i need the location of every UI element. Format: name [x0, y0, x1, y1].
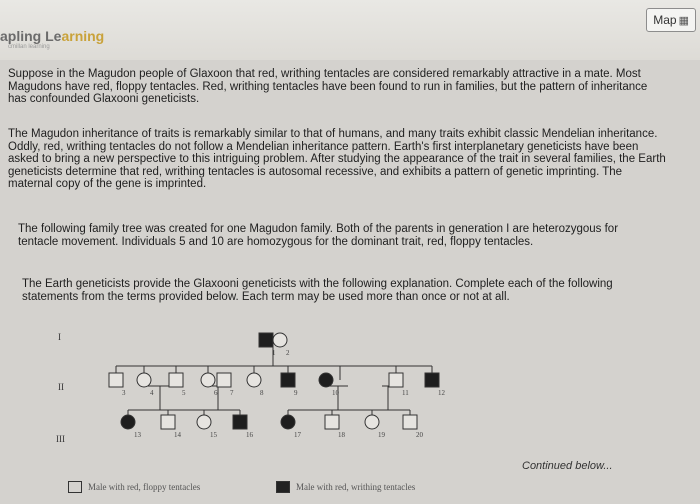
generation-label-1: I	[58, 332, 61, 342]
pedigree-individual-4	[137, 373, 151, 387]
pedigree-individual-3	[109, 373, 123, 387]
unaffected-male-symbol	[68, 481, 82, 493]
pedigree-label-7: 7	[230, 389, 234, 397]
pedigree-individual-14	[161, 415, 175, 429]
generation-label-2: II	[58, 382, 64, 392]
pedigree-individual-13	[121, 415, 135, 429]
inheritance-paragraph: The Magudon inheritance of traits is remarkably similar to that of humans, and many traits exhibit classic Mendelian inheritance. Oddly, red, writhing tentacles do not follow a Mendelian inheritance pattern. Earth's first interplanetary geneticists have been asked to bring a new perspective to this intriguing problem. After studying the appearance of the trait in several families, the Earth geneticists determine that red, writhing tentacles is autosomal recessive, and exhibits a pattern of genetic imprinting. The maternal copy of the gene is imprinted.	[8, 128, 666, 190]
map-label: Map	[653, 13, 677, 27]
pedigree-label-17: 17	[294, 431, 301, 439]
generation-label-3: III	[56, 434, 65, 444]
cube-icon: ▦	[678, 14, 689, 27]
pedigree-label-20: 20	[416, 431, 423, 439]
pedigree-individual-19	[365, 415, 379, 429]
pedigree-label-5: 5	[182, 389, 186, 397]
pedigree-individual-5	[169, 373, 183, 387]
pedigree-individual-17	[281, 415, 295, 429]
pedigree-individual-16	[233, 415, 247, 429]
pedigree-label-1: 1	[272, 349, 276, 357]
pedigree-label-15: 15	[210, 431, 217, 439]
pedigree-individual-18	[325, 415, 339, 429]
pedigree-label-19: 19	[378, 431, 385, 439]
pedigree-individual-8	[247, 373, 261, 387]
pedigree-chart	[40, 322, 460, 462]
brand-subtitle: cmillan learning	[8, 44, 50, 50]
pedigree-label-16: 16	[246, 431, 253, 439]
pedigree-individual-2	[273, 333, 287, 347]
pedigree-label-12: 12	[438, 389, 445, 397]
pedigree-label-8: 8	[260, 389, 264, 397]
pedigree-individual-15	[197, 415, 211, 429]
top-bar	[0, 0, 700, 61]
legend-label: Male with red, writhing tentacles	[296, 482, 416, 492]
legend-unaffected-male	[68, 481, 200, 493]
instructions-paragraph: The Earth geneticists provide the Glaxooni geneticists with the following explanation. Complete each of the following statements from the terms provided below. Each term may be used more than once or not at all.	[22, 278, 613, 303]
pedigree-label-14: 14	[174, 431, 181, 439]
pedigree-label-2: 2	[286, 349, 290, 357]
brand-accent-text: arning	[61, 28, 105, 44]
pedigree-individual-6	[201, 373, 215, 387]
intro-paragraph: Suppose in the Magudon people of Glaxoon that red, writhing tentacles are considered remarkably attractive in a mate. Most Magudons have red, floppy tentacles. Red, writhing tentacles have been found to run in families, but the pattern of inheritance has confounded Glaxooni geneticists.	[8, 68, 648, 105]
pedigree-label-10: 10	[332, 389, 339, 397]
pedigree-label-6: 6	[214, 389, 218, 397]
pedigree-individual-10	[319, 373, 333, 387]
question-panel	[0, 60, 700, 504]
pedigree-label-18: 18	[338, 431, 345, 439]
continued-label: Continued below...	[522, 460, 613, 472]
pedigree-individual-20	[403, 415, 417, 429]
affected-male-symbol	[276, 481, 290, 493]
legend-label: Male with red, floppy tentacles	[88, 482, 201, 492]
legend-affected-male	[276, 481, 415, 493]
map-button[interactable]	[646, 8, 696, 32]
pedigree-individual-9	[281, 373, 295, 387]
pedigree-label-3: 3	[122, 389, 126, 397]
pedigree-label-9: 9	[294, 389, 298, 397]
pedigree-individual-7	[217, 373, 231, 387]
pedigree-individual-1	[259, 333, 273, 347]
pedigree-individual-11	[389, 373, 403, 387]
pedigree-label-4: 4	[150, 389, 154, 397]
pedigree-label-13: 13	[134, 431, 141, 439]
pedigree-label-11: 11	[402, 389, 409, 397]
brand-logo	[0, 28, 104, 44]
pedigree-individual-12	[425, 373, 439, 387]
brand-text: apling Le	[0, 28, 62, 44]
family-tree-paragraph: The following family tree was created for one Magudon family. Both of the parents in generation I are heterozygous for tentacle movement. Individuals 5 and 10 are homozygous for the dominant trait, red, floppy tentacles.	[18, 223, 619, 248]
